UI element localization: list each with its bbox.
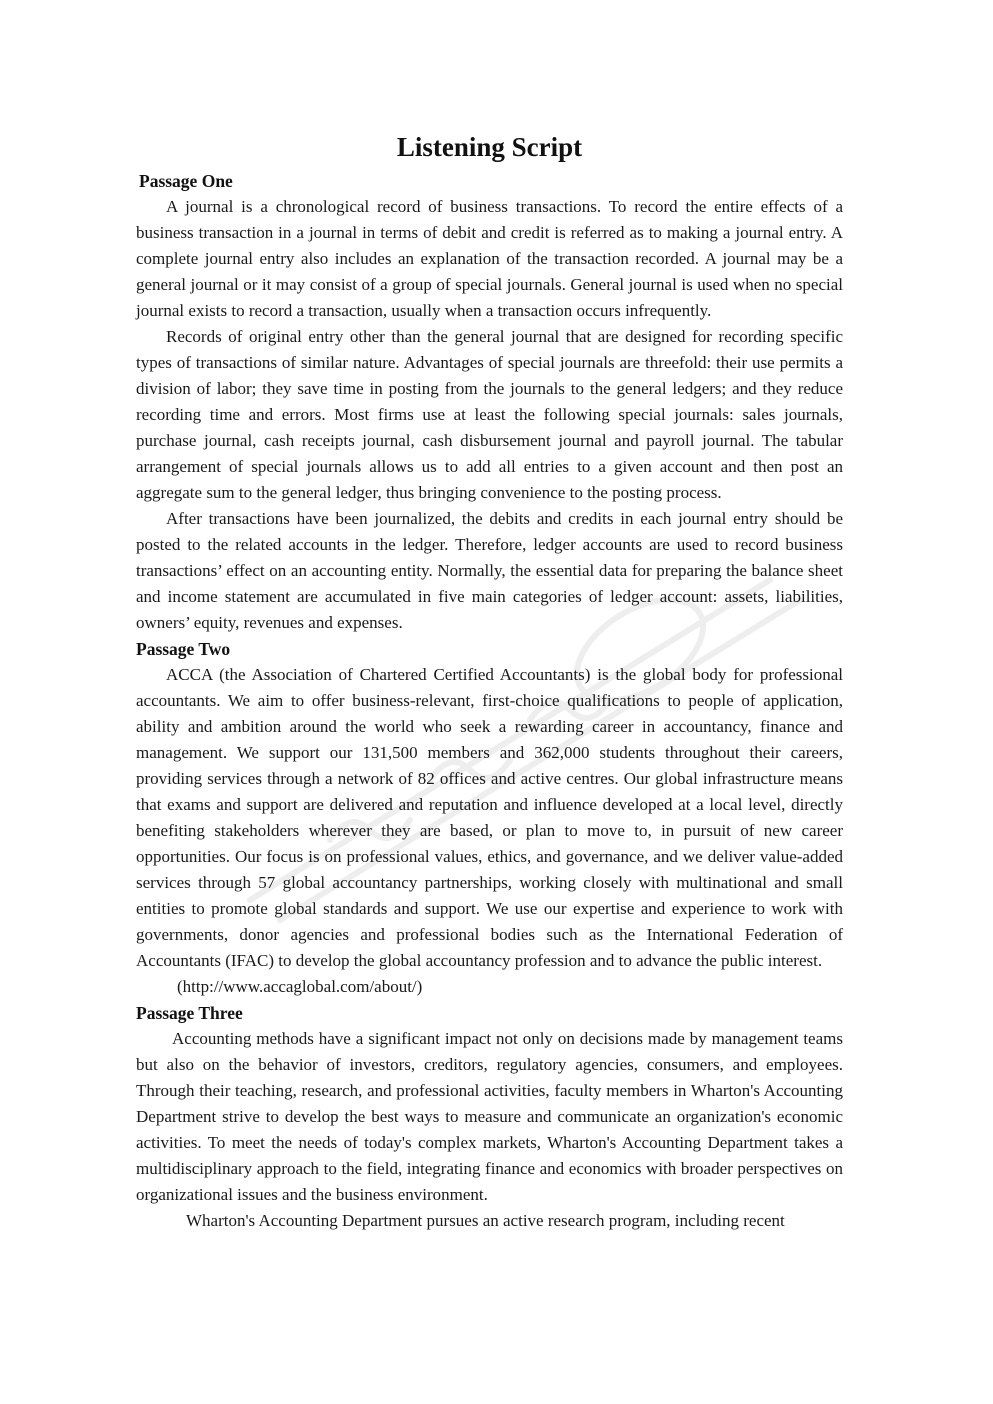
paragraph: After transactions have been journalized, the debits and credits in each journal entry should be posted to the related accounts in the ledger. Therefore, ledger accounts are used to record business transactions’ effect on an accounting entity. Normally, the essential data for preparing the balance sheet and income statement are accumulated in five main categories of ledger account: assets, liabilities, owners’ equity, revenues and expenses. [136, 509, 843, 632]
source-url: (http://www.accaglobal.com/about/) [177, 977, 423, 996]
passage-three [136, 1000, 843, 1234]
passage-one [136, 168, 843, 636]
page-title: Listening Script [396, 132, 583, 162]
passage-heading: Passage Two [136, 639, 231, 659]
paragraph: A journal is a chronological record of business transactions. To record the entire effects of a business transaction in a journal in terms of debit and credit is referred as to making a journal entry. A complete journal entry also includes an explanation of the transaction recorded. A journal may be a general journal or it may consist of a group of special journals. General journal is used when no special journal exists to record a transaction, usually when a transaction occurs infrequently. [136, 197, 843, 320]
paragraph: Records of original entry other than the general journal that are designed for recording specific types of transactions of similar nature. Advantages of special journals are threefold: their use permits a division of labor; they save time in posting from the journals to the general ledgers; and they reduce recording time and errors. Most firms use at least the following special journals: sales journals, purchase journal, cash receipts journal, cash disbursement journal and payroll journal. The tabular arrangement of special journals allows us to add all entries to a given account and then post an aggregate sum to the general ledger, thus bringing convenience to the posting process. [136, 327, 843, 502]
paragraph: ACCA (the Association of Chartered Certified Accountants) is the global body for professional accountants. We aim to offer business-relevant, first-choice qualifications to people of application, ability and ambition around the world who seek a rewarding career in accountancy, finance and management. We support our 131,500 members and 362,000 students throughout their careers, providing services through a network of 82 offices and active centres. Our global infrastructure means that exams and support are delivered and reputation and influence developed at a local level, directly benefiting stakeholders wherever they are based, or plan to move to, in pursuit of new career opportunities. Our focus is on professional values, ethics, and governance, and we deliver value-added services through 57 global accountancy partnerships, working closely with multinational and small entities to promote global standards and support. We use our expertise and experience to work with governments, donor agencies and professional bodies such as the International Federation of Accountants (IFAC) to develop the global accountancy profession and to advance the public interest. [136, 665, 843, 970]
passage-two [136, 636, 843, 1000]
passage-heading: Passage Three [136, 1003, 243, 1023]
paragraph: Accounting methods have a significant impact not only on decisions made by management teams but also on the behavior of investors, creditors, regulatory agencies, consumers, and employees. Through their teaching, research, and professional activities, faculty members in Wharton's Accounting Department strive to develop the best ways to measure and communicate an organization's economic activities. To meet the needs of today's complex markets, Wharton's Accounting Department takes a multidisciplinary approach to the field, integrating finance and economics with broader perspectives on organizational issues and the business environment. [136, 1029, 843, 1204]
paragraph: Wharton's Accounting Department pursues an active research program, including recent [186, 1211, 785, 1230]
document-content [136, 127, 843, 1234]
passage-heading: Passage One [139, 171, 233, 191]
